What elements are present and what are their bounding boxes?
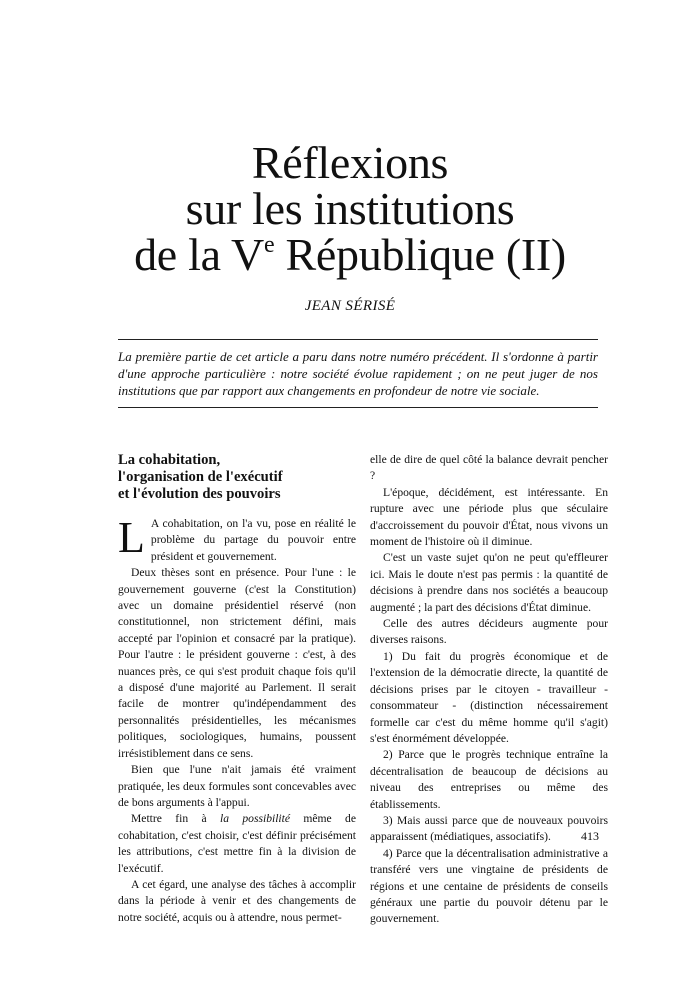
author-name: JEAN SÉRISÉ (304, 298, 396, 314)
article-title (0, 137, 700, 280)
right-column (370, 452, 608, 928)
right-paragraph-5: 2) Parce que le progrès technique entraîne la décentralisation de beaucoup de décisions au niveau des entreprises ou même des établissements. (370, 748, 608, 811)
right-paragraph-0: elle de dire de quel côté la balance devrait pencher ? (370, 453, 608, 483)
left-paragraph-1-text: A cohabitation, on l'a vu, pose en réalité le problème du partage du pouvoir entre président et gouvernement. (150, 517, 356, 563)
left-paragraph-1 (118, 513, 356, 565)
left-paragraph-4 (118, 811, 356, 877)
right-paragraph-4: 1) Du fait du progrès économique et de l'extension de la démocratie directe, la quantité de décisions prises par le citoyen - travailleur - consommateur - (distinction nécessairement formelle car c'est du même homme qu'il s'agit) s'est énormément développée. (370, 649, 608, 745)
section-heading-line-2: l'organisation de l'exécutif (118, 469, 283, 485)
left-paragraph-4-italic: la possibilité (219, 812, 291, 826)
left-paragraph-5: A cet égard, une analyse des tâches à accomplir dans la période à venir et des changements de notre société, acquis ou à attendre, nous permet- (118, 877, 356, 924)
left-column (118, 452, 356, 926)
section-heading-line-3: et l'évolution des pouvoirs (118, 486, 281, 502)
right-paragraph-2: C'est un vaste sujet qu'on ne peut qu'effleurer ici. Mais le doute n'est pas permis : la quantité de décisions à prendre dans nos sociétés a beaucoup augmenté ; la part des décisions d'État diminue. (370, 551, 608, 614)
page-number: 413 (581, 829, 599, 843)
section-heading (118, 452, 356, 503)
title-line-1: Réflexions (251, 137, 449, 188)
intro-top-rule (118, 339, 598, 340)
left-paragraph-4-start: Mettre fin à (131, 812, 220, 826)
left-paragraph-4-end: même de cohabitation, c'est choisir, c'est définir précisément les attributions, c'est mettre fin à la division de l'exécutif. (118, 812, 356, 875)
right-paragraph-1: L'époque, décidément, est intéressante. En rupture avec une période plus que séculaire d'accroissement du pouvoir d'État, nous vivons un moment de l'histoire où il diminue. (370, 485, 608, 549)
intro-bottom-rule (118, 407, 598, 408)
right-paragraph-7: 4) Parce que la décentralisation administrative a transféré vers une vingtaine de présidents de régions et une centaine de présidents de conseils généraux une partie du pouvoir détenu par le gouvernement. (370, 846, 608, 926)
title-line-3 (0, 229, 700, 280)
title-line-2: sur les institutions (185, 183, 515, 234)
left-paragraph-2: Deux thèses sont en présence. Pour l'une : le gouvernement gouverne (c'est la Constitution) avec un domaine présidentiel réservé (non constitutionnel, non strictement défini, mais accepté par l'opinion et consacré par la pratique). Pour l'autre : le président gouverne : c'est, à des nuances près, ce qui s'est produit chaque fois qu'il a disposé d'une majorité au Parlement. Il serait facile de montrer qu'indépendamment des personnalités présidentielles, les mécanismes politiques, sociologiques, humains, poussent irrésistiblement dans ce sens. (118, 566, 356, 760)
section-heading-line-1: La cohabitation, (118, 452, 221, 468)
title-line-3-suffix: République (II) (274, 229, 566, 280)
title-superscript: e (263, 232, 275, 258)
drop-cap: L (118, 513, 145, 562)
title-line-3-prefix: de la V (134, 229, 264, 280)
right-paragraph-3: Celle des autres décideurs augmente pour diverses raisons. (370, 617, 608, 647)
intro-paragraph: La première partie de cet article a paru dans notre numéro précédent. Il s'ordonne à partir d'une approche particulière : notre société évolue rapidement ; on ne peut juger de nos institutions que par rapport aux changements en profondeur de notre vie sociale. (118, 349, 598, 398)
left-paragraph-3: Bien que l'une n'ait jamais été vraiment pratiquée, les deux formules sont concevables avec de bons arguments à l'appui. (118, 763, 356, 809)
right-paragraph-6: 3) Mais aussi parce que de nouveaux pouvoirs apparaissent (médiatiques, associatifs). (370, 813, 608, 844)
